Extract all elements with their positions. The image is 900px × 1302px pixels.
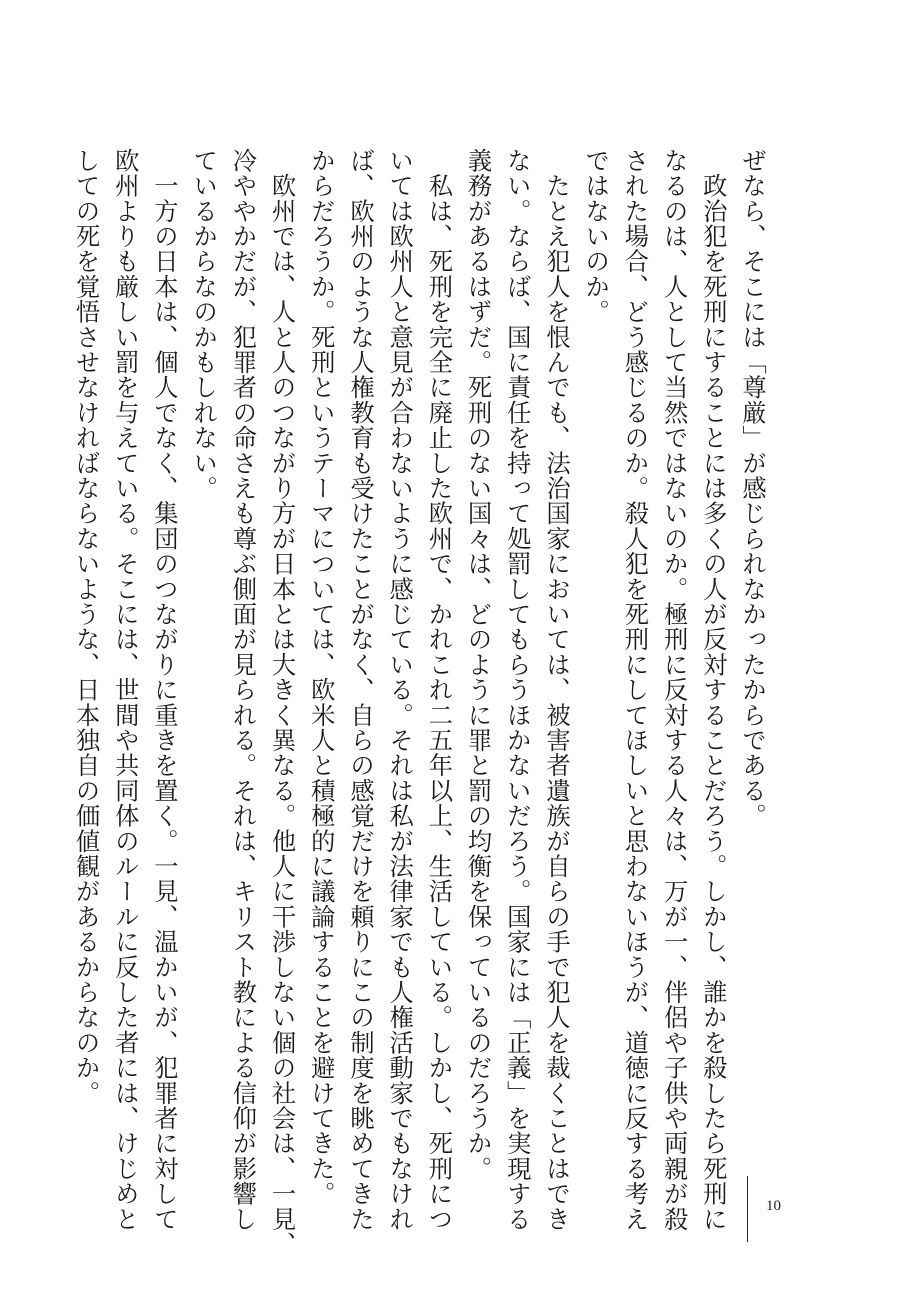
text-line: 欧州では、人と人のつながり方が日本とは大きく異なる。他人に干渉しない個の社会は、一見、 [267,148,297,1257]
text-line: なるのは、人として当然ではないのか。極刑に反対する人々は、万が一、伴侶や子供や両親が殺 [659,148,689,1232]
text-line: 私は、死刑を完全に廃止した欧州で、かれこれ二五年以上、生活している。しかし、死刑につ [424,148,454,1232]
text-line: ば、欧州のような人権教育も受けたことがなく、自らの感覚だけを頼りにこの制度を眺めてきた [345,148,375,1232]
text-line: 欧州よりも厳しい罰を与えている。そこには、世間や共同体のルールに反した者には、けじめと [110,148,140,1232]
text-line: しての死を覚悟させなければならないような、日本独自の価値観があるからなのか。 [71,148,101,1106]
text-line: 冷ややかだが、犯罪者の命さえも尊ぶ側面が見られる。それは、キリスト教による信仰が影響し [228,148,258,1232]
text-line: ではないのか。 [581,148,611,325]
text-line: 義務があるはずだ。死刑のない国々は、どのように罪と罰の均衡を保っているのだろうか。 [463,148,493,1182]
text-line: ているからなのかもしれない。 [189,148,219,501]
text-line: いては欧州人と意見が合わないように感じている。それは私が法律家でも人権活動家でもなけれ [385,148,415,1232]
page-number: 10 [766,1198,781,1214]
text-line: ぜなら、そこには「尊厳」が感じられなかったからである。 [738,148,767,829]
text-line: ない。ならば、国に責任を持って処罰してもらうほかないだろう。国家には「正義」を実現する [502,148,532,1232]
text-line: からだろうか。死刑というテーマについては、欧米人と積極的に議論することを避けてきた。 [306,148,336,1207]
text-line: 政治犯を死刑にすることには多くの人が反対することだろう。しかし、誰かを殺したら死刑に [698,148,728,1232]
page-number-rule [747,1176,748,1242]
body-text [71,148,772,1257]
text-line: 一方の日本は、個人でなく、集団のつながりに重きを置く。一見、温かいが、犯罪者に対して [149,148,179,1232]
text-line: された場合、どう感じるのか。殺人犯を死刑にしてほしいと思わないほうが、道徳に反する考え [620,148,650,1232]
text-line: たとえ犯人を恨んでも、法治国家においては、被害者遺族が自らの手で犯人を裁くことはでき [541,148,571,1232]
